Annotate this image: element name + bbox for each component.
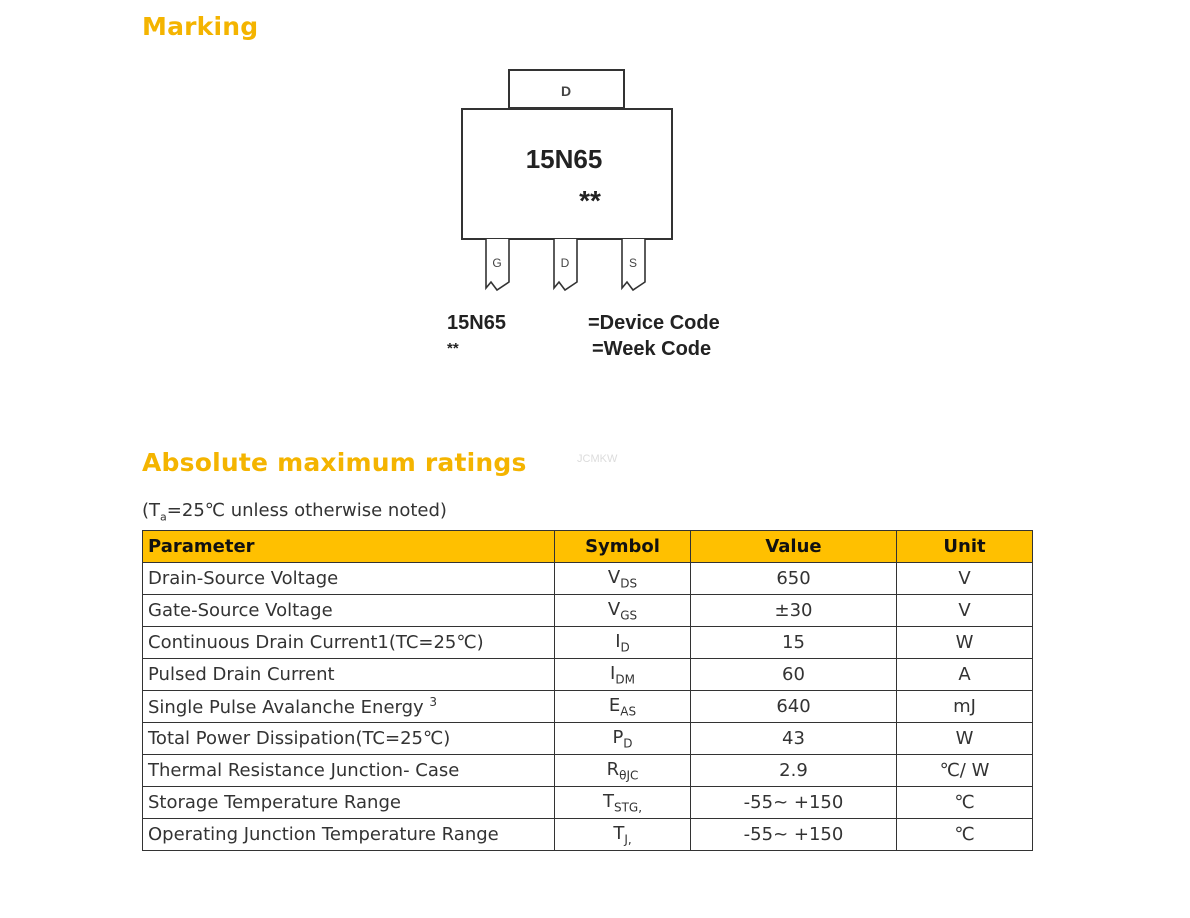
header-value: Value [691,531,897,563]
cell-value: 650 [691,563,897,595]
cell-parameter [143,627,555,659]
parameter-text: Pulsed Drain Current [148,664,335,685]
symbol-text: I [615,630,621,652]
note-subscript: a [160,510,167,524]
cell-value: 43 [691,723,897,755]
cell-parameter [143,819,555,851]
symbol-text: E [608,694,621,716]
pin-source [622,239,645,290]
cell-value: -55~ +150 [691,787,897,819]
symbol-subscript: GS [620,608,638,623]
cell-parameter [143,563,555,595]
legend-device-code-description: =Device Code [588,312,720,334]
parameter-text: Operating Junction Temperature Range [148,824,499,845]
table-row [143,595,1033,627]
header-unit: Unit [897,531,1033,563]
cell-unit: mJ [897,691,1033,723]
parameter-text: Continuous Drain Current1(TC=25℃) [148,632,484,653]
cell-value: 60 [691,659,897,691]
symbol-text: V [607,598,621,620]
cell-parameter [143,755,555,787]
symbol-text: P [612,726,624,748]
parameter-text: Drain-Source Voltage [148,568,339,589]
note-suffix: =25℃ unless otherwise noted) [166,500,447,521]
cell-value: 2.9 [691,755,897,787]
absolute-maximum-ratings-table [142,530,1033,851]
cell-unit: ℃ [897,819,1033,851]
legend-device-code: 15N65 [447,312,506,334]
table-row [143,659,1033,691]
cell-unit: W [897,627,1033,659]
parameter-text: Single Pulse Avalanche Energy [148,697,424,718]
table-row [143,691,1033,723]
watermark-text: JCMKW [577,453,618,465]
pin-gate [486,239,509,290]
legend-week-code-description: =Week Code [592,338,712,360]
cell-value: 15 [691,627,897,659]
table-row [143,563,1033,595]
table-row [143,755,1033,787]
symbol-subscript: AS [620,704,637,719]
header-symbol: Symbol [555,531,691,563]
cell-value: -55~ +150 [691,819,897,851]
table-row [143,787,1033,819]
package-marking-diagram [440,60,740,300]
cell-parameter [143,691,555,723]
cell-unit: V [897,595,1033,627]
parameter-superscript: 3 [429,695,438,709]
package-body [462,109,672,239]
symbol-subscript: D [623,736,633,751]
legend-week-code: ** [447,340,459,357]
pin-source-label: S [628,256,638,270]
parameter-text: Total Power Dissipation(TC=25℃) [148,728,451,749]
cell-unit: ℃ [897,787,1033,819]
cell-unit: ℃/ W [897,755,1033,787]
symbol-text: V [607,566,621,588]
cell-symbol [555,691,691,723]
symbol-text: R [606,758,620,780]
symbol-subscript: STG, [613,800,643,815]
symbol-text: T [602,790,614,812]
drain-tab-label: D [560,83,572,99]
table-row [143,723,1033,755]
parameter-text: Thermal Resistance Junction- Case [148,760,460,781]
cell-unit: V [897,563,1033,595]
cell-parameter [143,723,555,755]
symbol-subscript: DS [620,576,638,591]
note-prefix: (T [142,500,161,521]
cell-symbol [555,595,691,627]
cell-symbol [555,723,691,755]
table-row [143,627,1033,659]
symbol-text: T [613,822,625,844]
cell-parameter [143,595,555,627]
cell-value: ±30 [691,595,897,627]
device-marking-text: 15N65 [525,144,603,174]
header-parameter: Parameter [143,531,555,563]
parameter-text: Storage Temperature Range [148,792,401,813]
symbol-subscript: D [620,640,630,655]
cell-symbol [555,755,691,787]
cell-parameter [143,787,555,819]
cell-symbol [555,819,691,851]
marking-section-title: Marking [142,12,259,41]
cell-unit: A [897,659,1033,691]
ratings-condition-note [142,500,447,524]
table-header-row [143,531,1033,563]
cell-symbol [555,787,691,819]
table-row [143,819,1033,851]
symbol-subscript: θJC [619,768,639,783]
symbol-subscript: J, [624,832,632,847]
symbol-subscript: DM [615,672,635,687]
cell-symbol [555,659,691,691]
pin-drain [554,239,577,290]
parameter-text: Gate-Source Voltage [148,600,333,621]
ratings-section-title: Absolute maximum ratings [142,448,527,477]
cell-unit: W [897,723,1033,755]
pin-drain-label: D [560,256,570,270]
cell-value: 640 [691,691,897,723]
symbol-text: I [610,662,616,684]
cell-symbol [555,627,691,659]
cell-parameter [143,659,555,691]
week-marking-text: ** [579,185,601,216]
cell-symbol [555,563,691,595]
pin-gate-label: G [492,256,502,270]
table-body [143,563,1033,851]
